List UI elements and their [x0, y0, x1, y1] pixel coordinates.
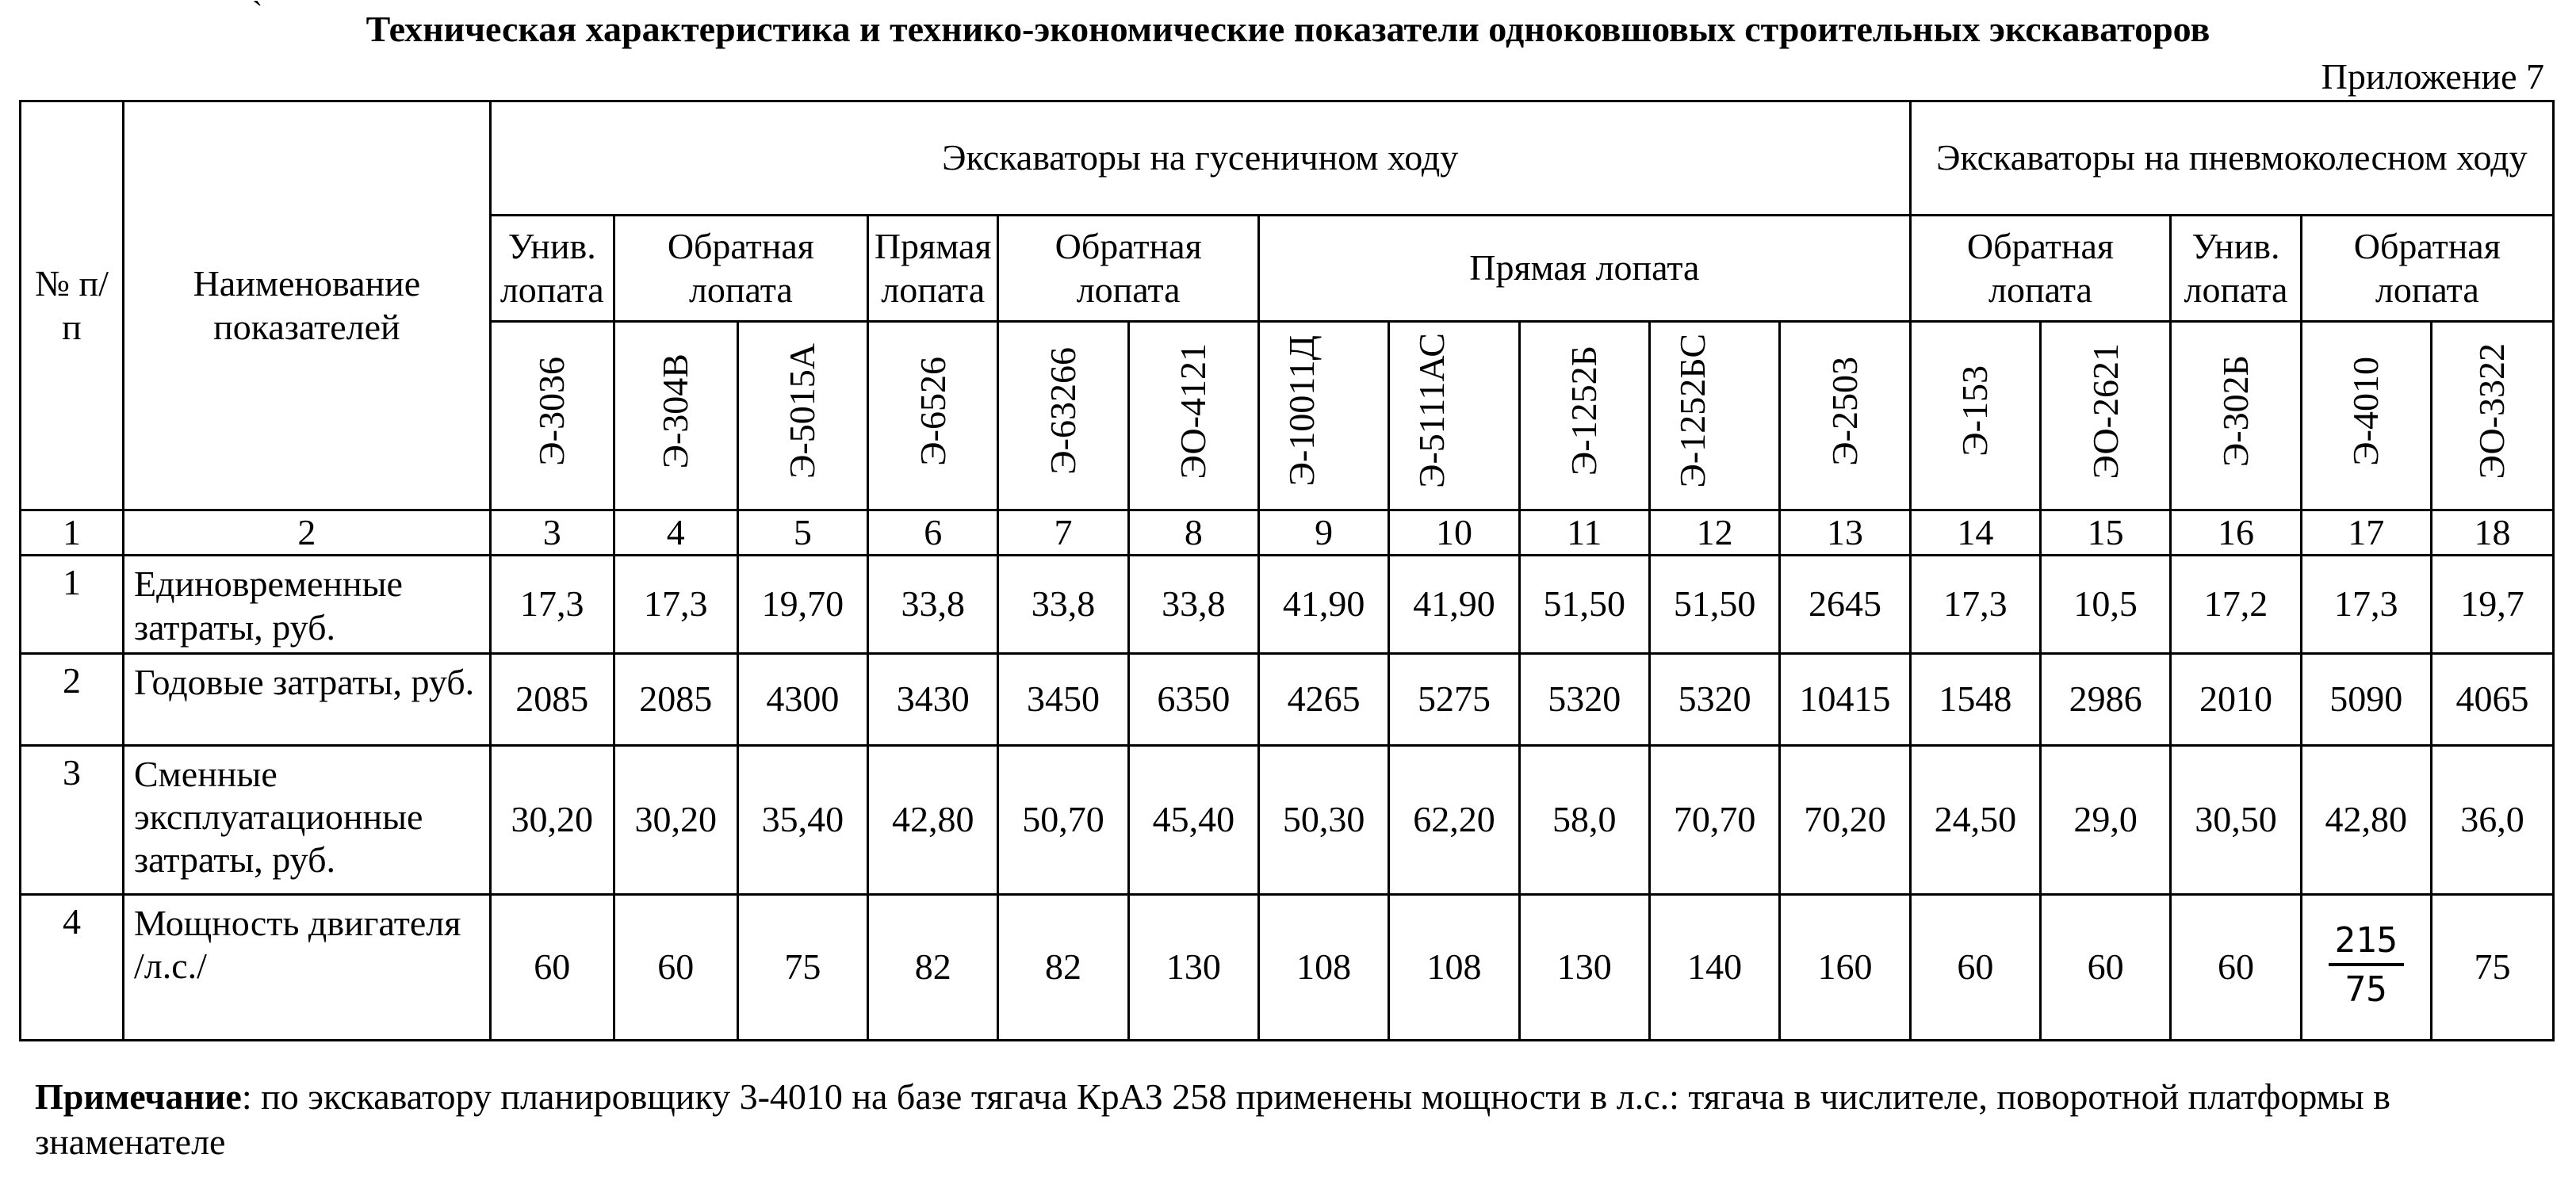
table-cell: 140 [1649, 894, 1779, 1040]
model-header [1519, 322, 1649, 510]
table-cell: 75 [737, 894, 867, 1040]
subgroup-header: Прямая лопата [868, 216, 998, 322]
excavator-table [19, 100, 2555, 1041]
footnote-label: Примечание [35, 1076, 242, 1117]
table-cell: 82 [868, 894, 998, 1040]
table-row [21, 653, 2554, 745]
table-cell: 17,3 [1910, 556, 2040, 654]
table-cell: 42,80 [2301, 745, 2431, 894]
table-cell: 60 [490, 894, 614, 1040]
table-cell: 29,0 [2041, 745, 2171, 894]
column-number: 13 [1780, 510, 1910, 556]
model-header [1649, 322, 1779, 510]
model-label: Э-153 [1954, 365, 1996, 457]
model-label: Э-4010 [2345, 356, 2387, 466]
model-label: Э-3036 [531, 356, 572, 466]
table-cell: 42,80 [868, 745, 998, 894]
subgroup-header: Обратная лопата [2301, 216, 2553, 322]
table-cell: 108 [1258, 894, 1388, 1040]
model-header [2301, 322, 2431, 510]
fraction-denominator: 75 [2344, 969, 2387, 1011]
table-cell: 19,7 [2431, 556, 2553, 654]
column-number: 12 [1649, 510, 1779, 556]
table-cell: 51,50 [1649, 556, 1779, 654]
model-header [2041, 322, 2171, 510]
row-number: 3 [21, 745, 124, 894]
column-number: 16 [2171, 510, 2301, 556]
table-cell: 17,2 [2171, 556, 2301, 654]
model-header [614, 322, 737, 510]
row-label: Мощность двигателя /л.с./ [123, 894, 490, 1040]
table-cell: 6350 [1128, 653, 1258, 745]
table-cell: 45,40 [1128, 745, 1258, 894]
footnote-text: : по экскаватору планировщику 3-4010 на базе тягача КрАЗ 258 применены мощности в л.с.: тягача в числителе, поворотной платформы в знаменателе [35, 1076, 2390, 1163]
table-cell: 17,3 [614, 556, 737, 654]
table-cell: 35,40 [737, 745, 867, 894]
model-header [2171, 322, 2301, 510]
table-cell: 60 [1910, 894, 2040, 1040]
table-cell: 30,20 [614, 745, 737, 894]
column-number: 6 [868, 510, 998, 556]
table-cell: 33,8 [868, 556, 998, 654]
table-cell: 36,0 [2431, 745, 2553, 894]
model-label: ЭО-3322 [2471, 342, 2513, 480]
power-fraction [2329, 920, 2404, 1011]
column-number: 15 [2041, 510, 2171, 556]
group-header-wheeled: Экскаваторы на пневмоколесном ходу [1910, 101, 2553, 216]
table-cell: 51,50 [1519, 556, 1649, 654]
table-cell: 50,30 [1258, 745, 1388, 894]
column-number-row [21, 510, 2554, 556]
table-cell: 62,20 [1389, 745, 1519, 894]
subgroup-header: Обратная лопата [614, 216, 867, 322]
header-name: Наименование показателей [123, 101, 490, 510]
model-label: Э-5015А [782, 342, 823, 479]
table-cell: 82 [998, 894, 1128, 1040]
table-cell: 130 [1519, 894, 1649, 1040]
column-number: 18 [2431, 510, 2553, 556]
column-number: 17 [2301, 510, 2431, 556]
table-cell: 70,70 [1649, 745, 1779, 894]
subgroup-header: Обратная лопата [1910, 216, 2171, 322]
table-cell: 130 [1128, 894, 1258, 1040]
table-cell: 2085 [490, 653, 614, 745]
tick-mark: ` [252, 0, 263, 30]
table-cell: 5320 [1649, 653, 1779, 745]
row-label: Сменные эксплуатационные затраты, руб. [123, 745, 490, 894]
model-label: ЭО-2621 [2084, 342, 2126, 480]
column-number: 7 [998, 510, 1128, 556]
row-label: Годовые затраты, руб. [123, 653, 490, 745]
table-cell: 1548 [1910, 653, 2040, 745]
table-cell: 108 [1389, 894, 1519, 1040]
table-cell: 33,8 [1128, 556, 1258, 654]
table-cell: 4265 [1258, 653, 1388, 745]
table-cell: 2085 [614, 653, 737, 745]
table-cell: 70,20 [1780, 745, 1910, 894]
table-cell: 75 [2431, 894, 2553, 1040]
group-header-tracked: Экскаваторы на гусеничном ходу [490, 101, 1910, 216]
fraction-numerator: 215 [2329, 923, 2404, 966]
column-number: 1 [21, 510, 124, 556]
model-header [998, 322, 1128, 510]
model-header [2431, 322, 2553, 510]
model-header [737, 322, 867, 510]
table-cell: 60 [2171, 894, 2301, 1040]
subgroup-header: Унив. лопата [2171, 216, 2301, 322]
table-cell: 58,0 [1519, 745, 1649, 894]
table-cell-fraction [2301, 894, 2431, 1040]
model-header [490, 322, 614, 510]
model-label: ЭО-4121 [1173, 342, 1214, 480]
model-header [1910, 322, 2040, 510]
model-label: Э-1252БС [1671, 334, 1713, 488]
table-cell: 50,70 [998, 745, 1128, 894]
table-cell: 3450 [998, 653, 1128, 745]
row-label: Единовременные затраты, руб. [123, 556, 490, 654]
table-cell: 41,90 [1389, 556, 1519, 654]
table-row [21, 556, 2554, 654]
table-cell: 10415 [1780, 653, 1910, 745]
model-header [868, 322, 998, 510]
table-cell: 160 [1780, 894, 1910, 1040]
table-cell: 5275 [1389, 653, 1519, 745]
model-header [1389, 322, 1519, 510]
table-cell: 4065 [2431, 653, 2553, 745]
table-cell: 17,3 [490, 556, 614, 654]
model-label: Э-63266 [1042, 347, 1083, 475]
model-header [1780, 322, 1910, 510]
document-title: Техническая характеристика и технико-экономические показатели одноковшовых строительных экскаваторов [366, 9, 2210, 49]
table-cell: 4300 [737, 653, 867, 745]
subgroup-header: Прямая лопата [1258, 216, 1910, 322]
column-number: 11 [1519, 510, 1649, 556]
column-number: 14 [1910, 510, 2040, 556]
row-number: 4 [21, 894, 124, 1040]
model-header [1258, 322, 1388, 510]
table-cell: 17,3 [2301, 556, 2431, 654]
model-header [1128, 322, 1258, 510]
row-number: 2 [21, 653, 124, 745]
table-cell: 10,5 [2041, 556, 2171, 654]
model-label: Э-2503 [1824, 356, 1865, 466]
table-cell: 5090 [2301, 653, 2431, 745]
table-row [21, 894, 2554, 1040]
column-number: 4 [614, 510, 737, 556]
model-label: Э-6526 [912, 356, 953, 466]
table-cell: 2645 [1780, 556, 1910, 654]
column-number: 5 [737, 510, 867, 556]
model-label: Э-302Б [2214, 354, 2256, 467]
table-cell: 60 [2041, 894, 2171, 1040]
appendix-label: Приложение 7 [2321, 56, 2544, 97]
table-cell: 24,50 [1910, 745, 2040, 894]
table-cell: 41,90 [1258, 556, 1388, 654]
table-cell: 33,8 [998, 556, 1128, 654]
model-label: Э-5111АС [1410, 333, 1452, 489]
table-row [21, 745, 2554, 894]
table-cell: 2986 [2041, 653, 2171, 745]
model-label: Э-1252Б [1564, 346, 1605, 476]
table-cell: 60 [614, 894, 737, 1040]
table-cell: 30,20 [490, 745, 614, 894]
subgroup-header: Обратная лопата [998, 216, 1259, 322]
row-number: 1 [21, 556, 124, 654]
column-number: 8 [1128, 510, 1258, 556]
model-label: Э-304В [655, 353, 696, 469]
table-cell: 30,50 [2171, 745, 2301, 894]
column-number: 2 [123, 510, 490, 556]
column-number: 9 [1258, 510, 1388, 556]
table-cell: 19,70 [737, 556, 867, 654]
model-label: Э-10011Д [1280, 335, 1322, 487]
column-number: 3 [490, 510, 614, 556]
table-cell: 3430 [868, 653, 998, 745]
column-number: 10 [1389, 510, 1519, 556]
table-cell: 2010 [2171, 653, 2301, 745]
table-cell: 5320 [1519, 653, 1649, 745]
footnote [35, 1074, 2532, 1164]
header-num: № п/п [21, 101, 124, 510]
subgroup-header: Унив. лопата [490, 216, 614, 322]
